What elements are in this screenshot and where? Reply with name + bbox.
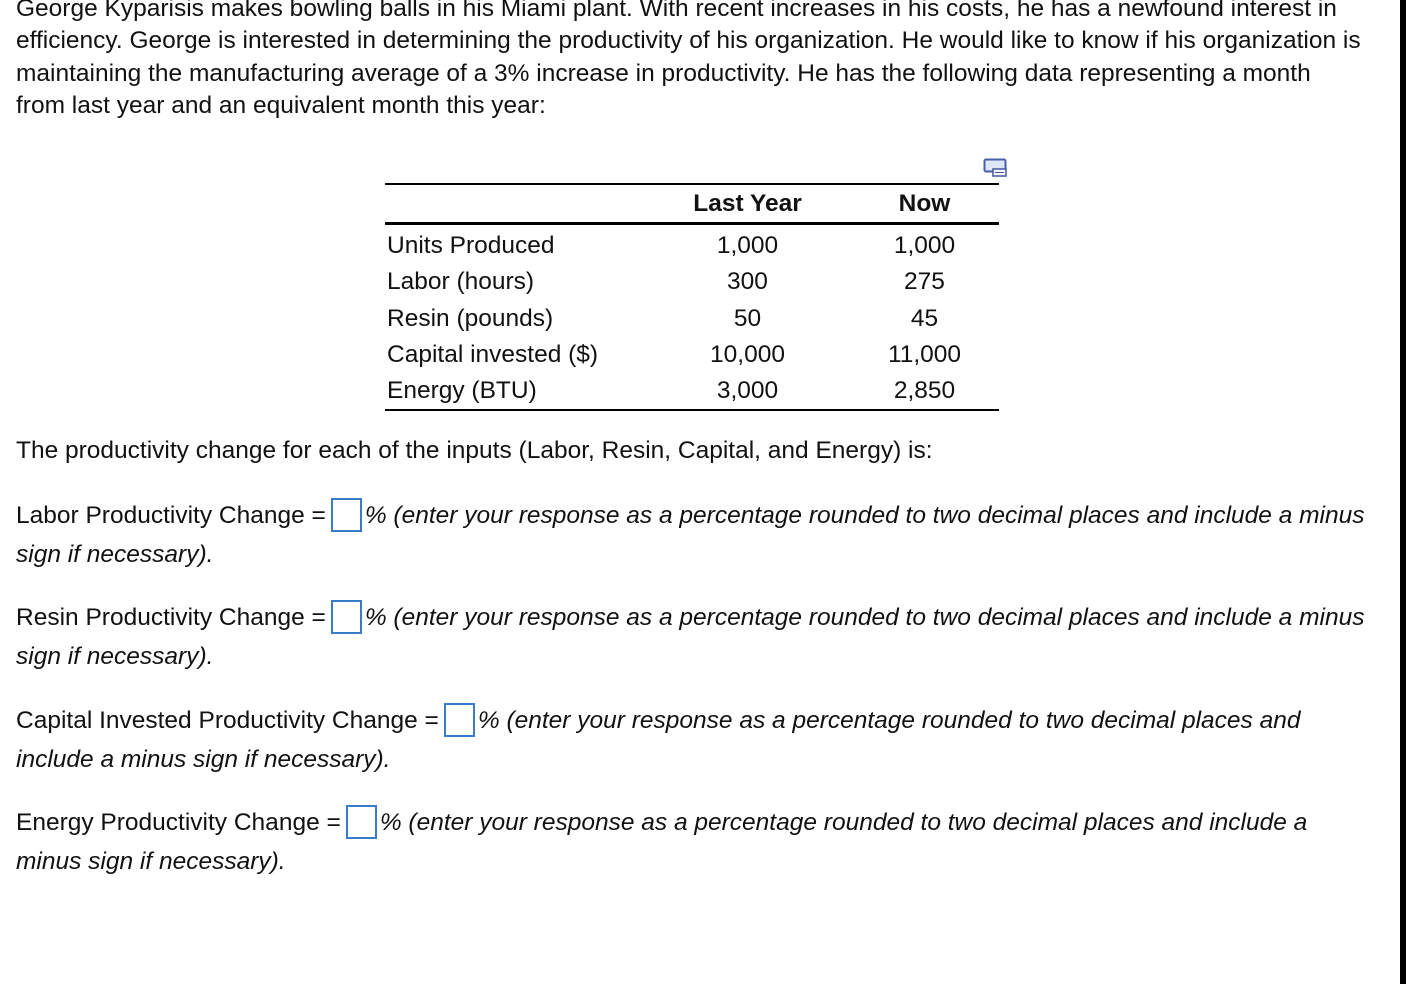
labor-change-input[interactable]	[331, 498, 362, 532]
last-year-value: 3,000	[716, 377, 779, 405]
table-header-row	[385, 184, 999, 224]
labor-change-label: Labor Productivity Change =	[16, 502, 326, 529]
window-edge-bar	[1400, 0, 1406, 984]
labor-answer-row	[16, 497, 1366, 574]
labor-change-hint: % (enter your response as a percentage rounded to two decimal places and include a minus sign if necessary).	[16, 502, 1365, 568]
energy-change-hint: % (enter your response as a percentage rounded to two decimal places and include a minus sign if necessary).	[16, 809, 1308, 875]
resin-change-input[interactable]	[331, 600, 362, 634]
capital-change-hint: % (enter your response as a percentage rounded to two decimal places and include a minus sign if necessary).	[16, 707, 1301, 773]
row-label: Capital invested ($)	[387, 341, 599, 369]
productivity-data-table	[385, 183, 999, 411]
capital-change-label: Capital Invested Productivity Change =	[16, 707, 439, 734]
energy-answer-row	[16, 804, 1366, 881]
energy-change-label: Energy Productivity Change =	[16, 809, 341, 836]
last-year-value: 1,000	[716, 232, 779, 260]
problem-intro: George Kyparisis makes bowling balls in his Miami plant. With recent increases in his costs, he has a newfound interest in efficiency. George is interested in determining the productivity of his organization. He would like to know if his organization is maintaining the manufacturing average of a 3% increase in productivity. He has the following data representing a month from last year and an equivalent month this year:	[16, 0, 1361, 120]
table-row	[385, 264, 999, 300]
now-value: 275	[904, 268, 945, 296]
header-now: Now	[898, 189, 951, 217]
header-last-year: Last Year	[693, 189, 802, 217]
now-value: 11,000	[887, 341, 962, 369]
row-label: Energy (BTU)	[387, 377, 537, 405]
resin-answer-row	[16, 599, 1366, 676]
header-label-col	[385, 184, 645, 224]
now-value: 1,000	[893, 232, 956, 260]
last-year-value: 300	[727, 268, 768, 296]
resin-change-hint: % (enter your response as a percentage rounded to two decimal places and include a minus sign if necessary).	[16, 604, 1365, 670]
row-label: Resin (pounds)	[387, 304, 554, 332]
table-row	[385, 301, 999, 337]
table-row	[385, 373, 999, 410]
resin-change-label: Resin Productivity Change =	[16, 604, 326, 631]
table-row	[385, 224, 999, 265]
capital-change-input[interactable]	[444, 703, 475, 737]
copy-table-icon[interactable]	[982, 158, 1008, 178]
now-value: 2,850	[893, 377, 956, 405]
energy-change-input[interactable]	[346, 805, 377, 839]
question-text: The productivity change for each of the inputs (Labor, Resin, Capital, and Energy) is:	[16, 437, 933, 464]
row-label: Labor (hours)	[387, 268, 535, 296]
last-year-value: 50	[733, 304, 762, 332]
row-label: Units Produced	[387, 232, 555, 260]
table-row	[385, 337, 999, 373]
now-value: 45	[910, 304, 939, 332]
last-year-value: 10,000	[710, 341, 785, 369]
capital-answer-row	[16, 702, 1366, 779]
